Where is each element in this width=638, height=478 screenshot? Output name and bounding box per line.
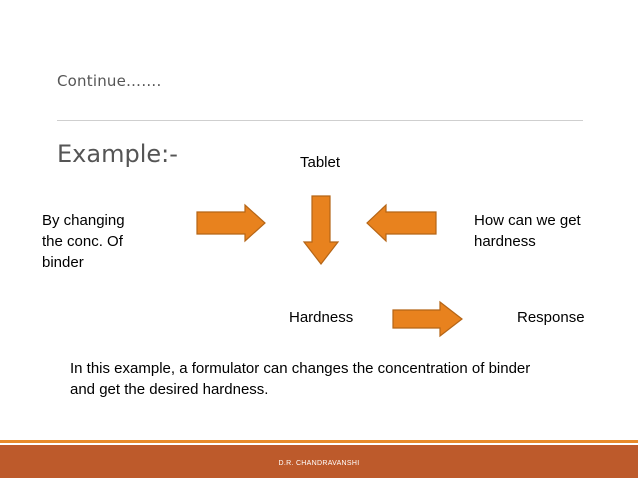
left-cause-line-3: binder	[42, 254, 84, 271]
slide-subheading: Example:-	[57, 140, 178, 168]
slide-heading: Continue…….	[57, 72, 162, 90]
right-question-line-2: hardness	[474, 233, 536, 250]
arrow-right-left	[197, 205, 265, 241]
explanation-text	[70, 358, 530, 400]
left-cause-line-2: the conc. Of	[42, 233, 123, 250]
footer-accent-bar	[0, 440, 638, 443]
right-question-line-1: How can we get	[474, 212, 581, 229]
explanation-line-2: and get the desired hardness.	[70, 381, 269, 398]
arrow-down-center	[304, 196, 338, 264]
arrow-right-bottom	[393, 302, 462, 336]
hardness-label: Hardness	[289, 309, 354, 326]
response-label: Response	[517, 309, 585, 326]
explanation-line-1: In this example, a formulator can changes the concentration of binder	[70, 360, 531, 377]
footer-author: D.R. CHANDRAVANSHI	[278, 460, 360, 467]
tablet-label: Tablet	[300, 154, 341, 171]
left-cause-line-1: By changing	[42, 212, 125, 229]
arrow-left-right	[367, 205, 436, 241]
